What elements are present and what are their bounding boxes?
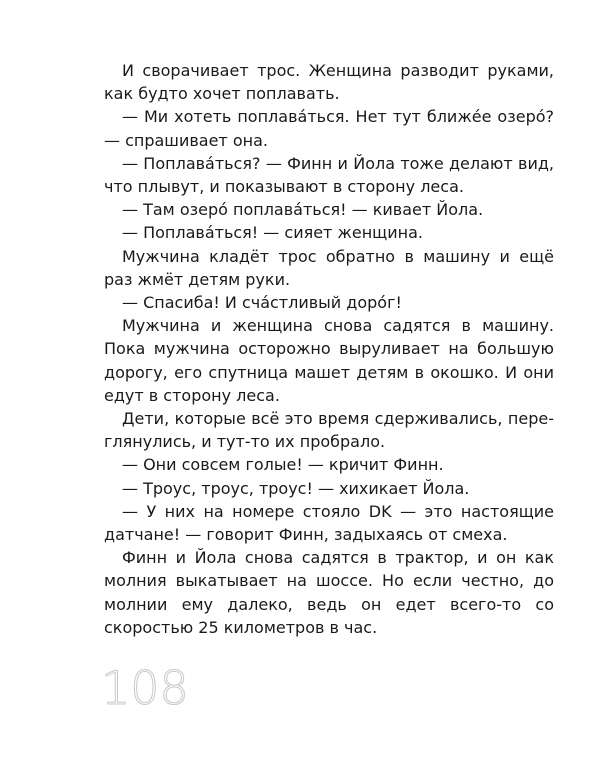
paragraph: — Спасиба! И сча́стливый доро́г! (122, 293, 402, 313)
paragraph: — У них на номере стояло DK — это настоящие датчане! — говорит Финн, задыхаясь от смеха. (104, 501, 554, 545)
paragraph: — Поплава́ться! — сияет женщина. (122, 223, 423, 243)
paragraph: — Ми хотеть поплава́ться. Нет тут ближе́е озеро́? — спрашивает она. (104, 107, 554, 150)
page-body (104, 59, 554, 639)
paragraph: — Троус, троус, троус! — хихикает Йола. (122, 478, 470, 498)
paragraph: Мужчина и женщина снова садятся в машину. Пока мужчина осторожно выруливает на большую дорогу, его спутница машет детям в окошко. И они едут в сторону леса. (104, 316, 554, 405)
paragraph: — Поплава́ться? — Финн и Йола тоже делают вид, что плывут, и показывают в сторону леса. (104, 153, 554, 197)
paragraph: — Они совсем голые! — кричит Финн. (122, 455, 444, 475)
paragraph: Мужчина кладёт трос обратно в машину и ещё раз жмёт детям руки. (104, 246, 554, 289)
page-number: 108 (101, 661, 189, 715)
paragraph: И сворачивает трос. Женщина разводит руками, как будто хочет поплавать. (104, 61, 554, 104)
paragraph: Дети, которые всё это время сдерживались, переглянулись, и тут-то их пробрало. (104, 409, 554, 452)
paragraph: — Там озеро́ поплава́ться! — кивает Йола. (122, 200, 484, 220)
paragraph: Финн и Йола снова садятся в трактор, и он как молния выкатывает на шоссе. Но если честно, до молнии ему далеко, ведь он едет всего-то со скоростью 25 километров в час. (104, 548, 554, 637)
